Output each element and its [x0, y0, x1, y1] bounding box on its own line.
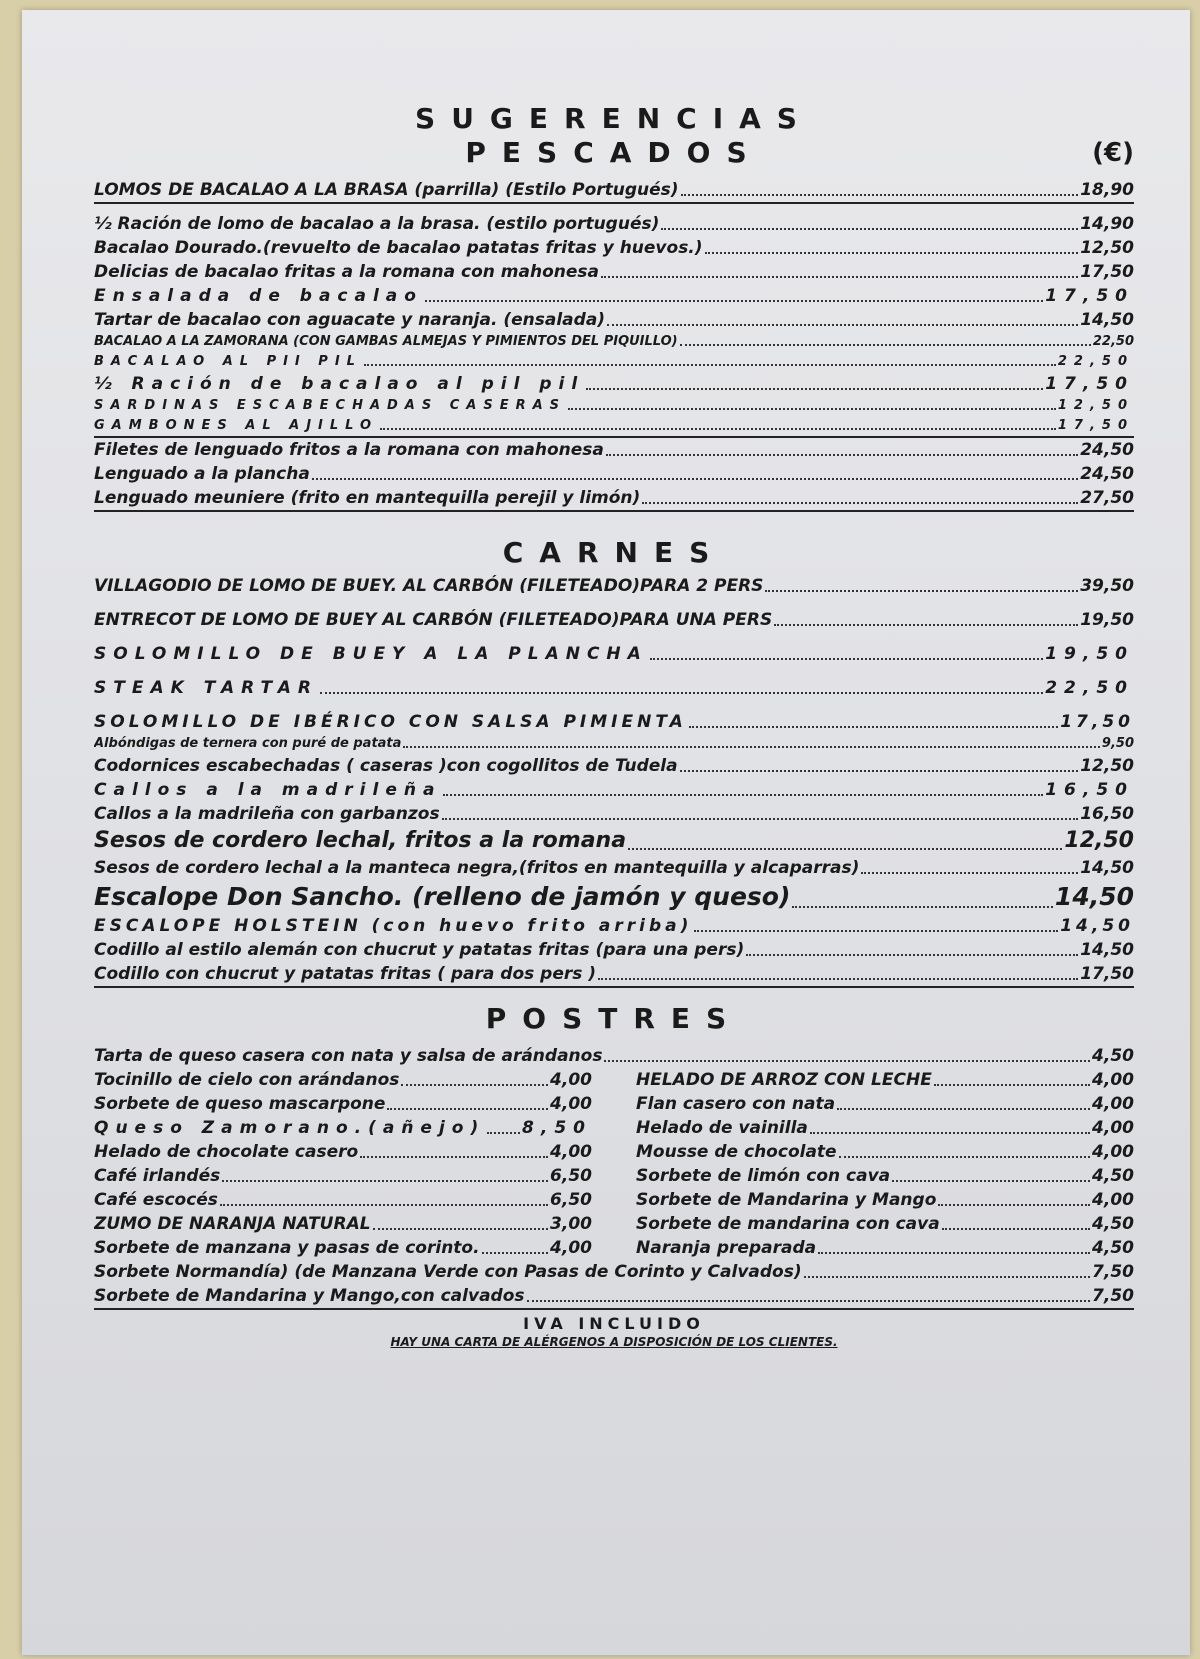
- item-name: Filetes de lenguado fritos a la romana con mahonesa: [94, 440, 604, 460]
- item-name: Lenguado a la plancha: [94, 464, 310, 484]
- menu-item: [94, 1284, 1134, 1310]
- dot-leader: [443, 794, 1043, 796]
- dot-leader: [642, 502, 1078, 504]
- allergens-note: HAY UNA CARTA DE ALÉRGENOS A DISPOSICIÓN DE LOS CLIENTES.: [390, 1335, 838, 1349]
- dot-leader: [680, 344, 1091, 346]
- item-price: 24,50: [1080, 464, 1134, 484]
- menu-item: [94, 416, 1134, 438]
- item-name: Codornices escabechadas ( caseras )con cogollitos de Tudela: [94, 756, 678, 776]
- item-name: ½ Ración de lomo de bacalao a la brasa. (estilo portugués): [94, 214, 660, 234]
- item-price: 17,50: [1045, 286, 1134, 306]
- item-name: Escalope Don Sancho. (relleno de jamón y queso): [94, 882, 791, 911]
- menu-item: [636, 1140, 1134, 1164]
- item-price: 14,50: [1054, 882, 1134, 911]
- item-price: 17,50: [1080, 964, 1134, 984]
- item-name: Café irlandés: [94, 1166, 221, 1186]
- item-price: 27,50: [1080, 488, 1134, 508]
- item-name: Lenguado meuniere (frito en mantequilla perejil y limón): [94, 488, 641, 508]
- menu-item: [94, 642, 1134, 666]
- dot-leader: [442, 818, 1079, 820]
- item-price: 17,50: [1057, 418, 1134, 433]
- item-name: Sorbete de queso mascarpone: [94, 1094, 386, 1114]
- dot-leader: [568, 408, 1056, 410]
- menu-item: [94, 1236, 592, 1260]
- dot-leader: [705, 252, 1079, 254]
- item-price: 17,50: [1060, 712, 1134, 732]
- postres-title: POSTRES: [485, 1002, 743, 1035]
- item-name: ESCALOPE HOLSTEIN (con huevo frito arriba): [94, 916, 693, 936]
- dot-leader: [320, 692, 1043, 694]
- item-price: 7,50: [1092, 1262, 1134, 1282]
- pescados-title-row: [94, 136, 1134, 170]
- menu-item: [94, 308, 1134, 332]
- dot-leader: [689, 726, 1058, 728]
- menu-item: [94, 962, 1134, 988]
- dot-leader: [598, 978, 1078, 980]
- menu-item: [636, 1068, 1134, 1092]
- item-name: Bacalao Dourado.(revuelto de bacalao patatas fritas y huevos.): [94, 238, 703, 258]
- dot-leader: [837, 1108, 1090, 1110]
- menu-item: [636, 1092, 1134, 1116]
- item-price: 4,00: [550, 1070, 592, 1090]
- item-price: 6,50: [550, 1166, 592, 1186]
- item-name: Helado de vainilla: [636, 1118, 808, 1138]
- menu-item: [94, 676, 1134, 700]
- menu-item: [94, 856, 1134, 880]
- dot-leader: [892, 1180, 1090, 1182]
- dot-leader: [601, 276, 1078, 278]
- dot-leader: [818, 1252, 1090, 1254]
- menu-item: [94, 178, 1134, 204]
- menu-item: [636, 1212, 1134, 1236]
- item-price: 6,50: [550, 1190, 592, 1210]
- item-name: Tarta de queso casera con nata y salsa de arándanos: [94, 1046, 603, 1066]
- item-price: 4,00: [1092, 1190, 1134, 1210]
- dot-leader: [681, 194, 1079, 196]
- menu-item: [94, 462, 1134, 486]
- menu-item: [94, 754, 1134, 778]
- item-price: 17,50: [1045, 374, 1134, 394]
- pescados-list: [94, 178, 1134, 512]
- menu-item: [94, 938, 1134, 962]
- iva-note: IVA INCLUIDO: [523, 1314, 705, 1333]
- dot-leader: [604, 1060, 1090, 1062]
- item-name: Sorbete de Mandarina y Mango: [636, 1190, 937, 1210]
- item-price: 39,50: [1080, 576, 1134, 596]
- item-name: Tartar de bacalao con aguacate y naranja. (ensalada): [94, 310, 606, 330]
- dot-leader: [527, 1300, 1091, 1302]
- item-name: Albóndigas de ternera con puré de patata: [94, 736, 402, 751]
- item-price: 4,00: [550, 1094, 592, 1114]
- dot-leader: [650, 658, 1043, 660]
- menu-item: [94, 1140, 592, 1164]
- dot-leader: [220, 1204, 548, 1206]
- item-price: 14,50: [1080, 858, 1134, 878]
- item-name: Café escocés: [94, 1190, 218, 1210]
- postres-bottom: [94, 1260, 1134, 1310]
- item-name: GAMBONES AL AJILLO: [94, 418, 379, 433]
- item-price: 14,50: [1080, 940, 1134, 960]
- dot-leader: [746, 954, 1078, 956]
- item-name: Sorbete de mandarina con cava: [636, 1214, 940, 1234]
- dot-leader: [810, 1132, 1090, 1134]
- item-price: 4,50: [1092, 1214, 1134, 1234]
- item-name: Sorbete de limón con cava: [636, 1166, 891, 1186]
- menu-item: [94, 284, 1134, 308]
- postres-columns: [94, 1068, 1134, 1260]
- item-price: 16,50: [1045, 780, 1134, 800]
- item-name: SOLOMILLO DE IBÉRICO CON SALSA PIMIENTA: [94, 712, 687, 732]
- item-name: Codillo con chucrut y patatas fritas ( para dos pers ): [94, 964, 597, 984]
- menu-item: [94, 914, 1134, 938]
- dot-leader: [661, 228, 1078, 230]
- postres-top: [94, 1044, 1134, 1068]
- menu-item: [94, 608, 1134, 632]
- item-name: ENTRECOT DE LOMO DE BUEY AL CARBÓN (FILETEADO)PARA UNA PERS: [94, 610, 773, 630]
- dot-leader: [765, 590, 1078, 592]
- item-price: 4,00: [1092, 1070, 1134, 1090]
- item-name: VILLAGODIO DE LOMO DE BUEY. AL CARBÓN (FILETEADO)PARA 2 PERS: [94, 576, 764, 596]
- carnes-list: [94, 574, 1134, 988]
- menu-item: [94, 486, 1134, 512]
- menu-item: [94, 1044, 1134, 1068]
- item-price: 4,50: [1092, 1238, 1134, 1258]
- pescados-title: PESCADOS: [465, 136, 763, 169]
- menu-item: [636, 1188, 1134, 1212]
- item-price: 24,50: [1080, 440, 1134, 460]
- menu-item: [94, 1116, 592, 1140]
- dot-leader: [360, 1156, 548, 1158]
- dot-leader: [380, 428, 1056, 430]
- menu-item: [94, 802, 1134, 826]
- menu-item: [94, 212, 1134, 236]
- menu-item: [636, 1164, 1134, 1188]
- item-price: 12,50: [1057, 398, 1134, 413]
- menu-item: [94, 438, 1134, 462]
- menu-item: [94, 778, 1134, 802]
- menu-item: [94, 826, 1134, 856]
- item-name: SOLOMILLO DE BUEY A LA PLANCHA: [94, 644, 648, 664]
- item-name: Callos a la madrileña con garbanzos: [94, 804, 440, 824]
- menu-content: [94, 102, 1134, 1349]
- dot-leader: [387, 1108, 548, 1110]
- item-price: 19,50: [1080, 610, 1134, 630]
- item-price: 4,50: [1092, 1046, 1134, 1066]
- menu-item: [94, 734, 1134, 754]
- item-name: Mousse de chocolate: [636, 1142, 837, 1162]
- item-name: BACALAO A LA ZAMORANA (CON GAMBAS ALMEJAS Y PIMIENTOS DEL PIQUILLO): [94, 334, 678, 349]
- dot-leader: [839, 1156, 1090, 1158]
- item-name: SARDINAS ESCABECHADAS CASERAS: [94, 398, 567, 413]
- dot-leader: [401, 1084, 548, 1086]
- dot-leader: [607, 324, 1078, 326]
- menu-item: [636, 1236, 1134, 1260]
- item-price: 12,50: [1080, 238, 1134, 258]
- item-name: Queso Zamorano.(añejo): [94, 1118, 486, 1138]
- item-name: HELADO DE ARROZ CON LECHE: [636, 1070, 932, 1090]
- menu-item: [94, 1188, 592, 1212]
- item-price: 22,50: [1045, 678, 1134, 698]
- menu-item: [94, 1092, 592, 1116]
- postres-left-column: [94, 1068, 592, 1260]
- item-name: Callos a la madrileña: [94, 780, 442, 800]
- item-price: 17,50: [1080, 262, 1134, 282]
- item-name: Sesos de cordero lechal a la manteca negra,(fritos en mantequilla y alcaparras): [94, 858, 860, 878]
- item-name: ZUMO DE NARANJA NATURAL: [94, 1214, 371, 1234]
- item-price: 12,50: [1064, 828, 1134, 853]
- item-name: Helado de chocolate casero: [94, 1142, 359, 1162]
- currency-label: (€): [1092, 138, 1134, 168]
- dot-leader: [403, 746, 1100, 748]
- item-price: 4,00: [550, 1142, 592, 1162]
- menu-item: [636, 1116, 1134, 1140]
- item-price: 9,50: [1101, 736, 1134, 751]
- item-name: Sorbete de Mandarina y Mango,con calvados: [94, 1286, 525, 1306]
- dot-leader: [934, 1084, 1090, 1086]
- item-name: Flan casero con nata: [636, 1094, 836, 1114]
- item-price: 16,50: [1080, 804, 1134, 824]
- item-price: 4,00: [1092, 1142, 1134, 1162]
- dot-leader: [628, 848, 1062, 850]
- item-name: STEAK TARTAR: [94, 678, 318, 698]
- menu-item: [94, 880, 1134, 914]
- item-price: 14,90: [1080, 214, 1134, 234]
- item-name: Sorbete de manzana y pasas de corinto.: [94, 1238, 480, 1258]
- item-name: Ensalada de bacalao: [94, 286, 423, 306]
- dot-leader: [694, 930, 1058, 932]
- item-price: 4,00: [550, 1238, 592, 1258]
- item-name: Delicias de bacalao fritas a la romana con mahonesa: [94, 262, 599, 282]
- item-price: 22,50: [1092, 334, 1134, 349]
- menu-item: [94, 1068, 592, 1092]
- item-name: Codillo al estilo alemán con chucrut y patatas fritas (para una pers): [94, 940, 745, 960]
- dot-leader: [804, 1276, 1090, 1278]
- menu-item: [94, 1164, 592, 1188]
- menu-sheet: [22, 10, 1190, 1655]
- item-price: 4,00: [1092, 1094, 1134, 1114]
- item-price: 14,50: [1060, 916, 1134, 936]
- item-price: 19,50: [1045, 644, 1134, 664]
- menu-item: [94, 260, 1134, 284]
- dot-leader: [487, 1132, 520, 1134]
- item-name: Tocinillo de cielo con arándanos: [94, 1070, 400, 1090]
- item-name: Sesos de cordero lechal, fritos a la romana: [94, 828, 627, 853]
- menu-item: [94, 372, 1134, 396]
- item-name: BACALAO AL PII PIL: [94, 354, 362, 369]
- item-name: LOMOS DE BACALAO A LA BRASA (parrilla) (Estilo Portugués): [94, 180, 679, 200]
- dot-leader: [942, 1228, 1090, 1230]
- item-price: 12,50: [1080, 756, 1134, 776]
- menu-item: [94, 396, 1134, 416]
- postres-right-column: [636, 1068, 1134, 1260]
- item-name: Sorbete Normandía) (de Manzana Verde con Pasas de Corinto y Calvados): [94, 1262, 802, 1282]
- dot-leader: [425, 300, 1043, 302]
- menu-item: [94, 352, 1134, 372]
- dot-leader: [364, 364, 1056, 366]
- carnes-title: CARNES: [502, 536, 726, 569]
- dot-leader: [222, 1180, 548, 1182]
- item-price: 22,50: [1057, 354, 1134, 369]
- dot-leader: [482, 1252, 548, 1254]
- item-price: 14,50: [1080, 310, 1134, 330]
- item-name: ½ Ración de bacalao al pil pil: [94, 374, 585, 394]
- dot-leader: [586, 388, 1043, 390]
- item-price: 7,50: [1092, 1286, 1134, 1306]
- menu-item: [94, 236, 1134, 260]
- dot-leader: [792, 906, 1053, 908]
- dot-leader: [861, 872, 1078, 874]
- dot-leader: [938, 1204, 1090, 1206]
- dot-leader: [373, 1228, 548, 1230]
- menu-item: [94, 574, 1134, 598]
- dot-leader: [312, 478, 1078, 480]
- item-price: 4,50: [1092, 1166, 1134, 1186]
- item-name: Naranja preparada: [636, 1238, 817, 1258]
- item-price: 8,50: [522, 1118, 592, 1138]
- dot-leader: [680, 770, 1079, 772]
- dot-leader: [774, 624, 1078, 626]
- dot-leader: [606, 454, 1078, 456]
- item-price: 4,00: [1092, 1118, 1134, 1138]
- menu-item: [94, 1260, 1134, 1284]
- menu-item: [94, 710, 1134, 734]
- item-price: 3,00: [550, 1214, 592, 1234]
- menu-title: SUGERENCIAS: [415, 102, 813, 135]
- menu-item: [94, 1212, 592, 1236]
- item-price: 18,90: [1080, 180, 1134, 200]
- menu-item: [94, 332, 1134, 352]
